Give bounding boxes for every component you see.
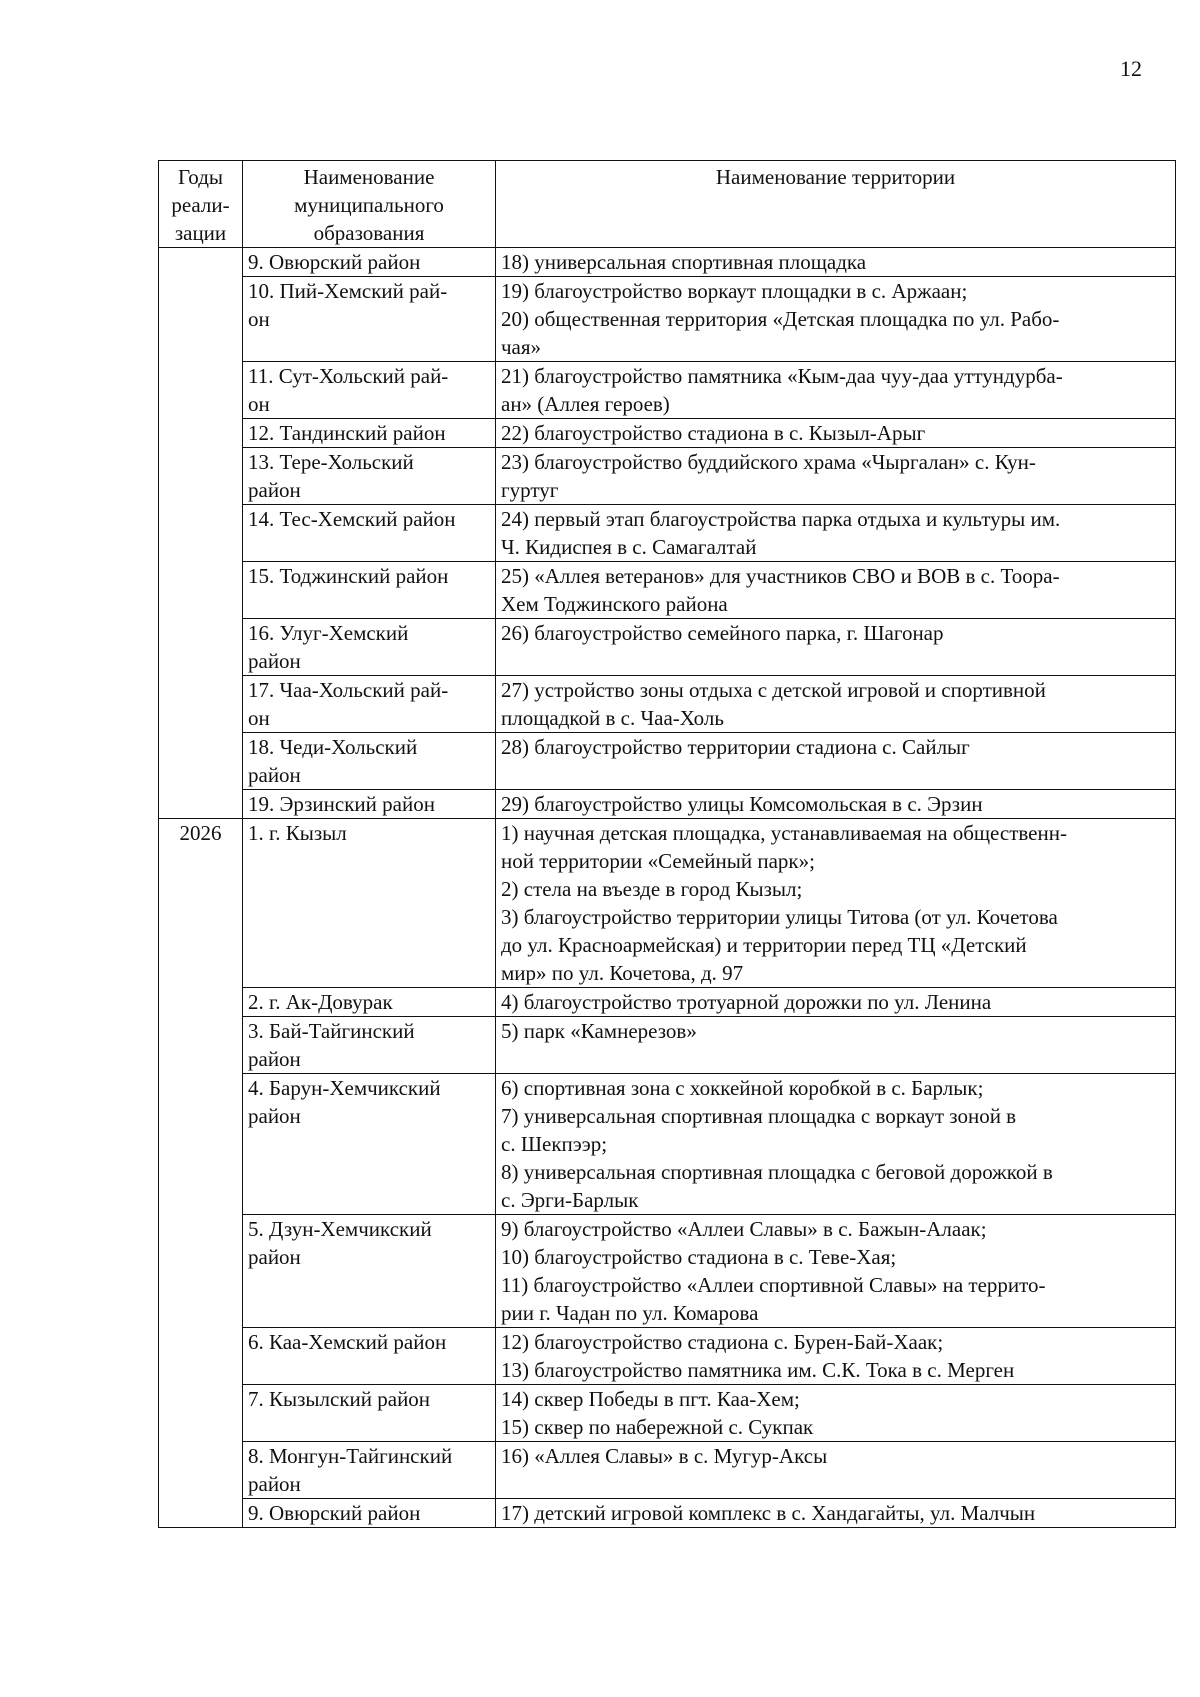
municipality-cell: 11. Сут-Хольский рай- он <box>243 362 496 419</box>
table-row <box>159 619 1176 676</box>
municipality-cell: 4. Барун-Хемчикский район <box>243 1074 496 1215</box>
table-row <box>159 362 1176 419</box>
page-number: 12 <box>1120 56 1142 81</box>
municipality-cell: 8. Монгун-Тайгинский район <box>243 1442 496 1499</box>
territory-cell: 21) благоустройство памятника «Кым-даа чуу-даа уттундурба- ан» (Аллея героев) <box>496 362 1176 419</box>
header-territory: Наименование территории <box>496 161 1176 248</box>
municipality-cell: 2. г. Ак-Довурак <box>243 988 496 1017</box>
table-row <box>159 1499 1176 1528</box>
municipality-cell: 16. Улуг-Хемский район <box>243 619 496 676</box>
table-row <box>159 819 1176 988</box>
table-row <box>159 988 1176 1017</box>
territory-cell: 12) благоустройство стадиона с. Бурен-Бай-Хаак; 13) благоустройство памятника им. С.К. Тока в с. Мерген <box>496 1328 1176 1385</box>
table-row <box>159 419 1176 448</box>
table-row <box>159 1074 1176 1215</box>
table-row <box>159 562 1176 619</box>
territory-cell: 18) универсальная спортивная площадка <box>496 248 1176 277</box>
municipality-cell: 18. Чеди-Хольский район <box>243 733 496 790</box>
header-years: Годы реали- зации <box>159 161 243 248</box>
municipality-cell: 9. Овюрский район <box>243 248 496 277</box>
territory-cell: 27) устройство зоны отдыха с детской игровой и спортивной площадкой в с. Чаа-Холь <box>496 676 1176 733</box>
municipality-cell: 12. Тандинский район <box>243 419 496 448</box>
municipality-cell: 7. Кызылский район <box>243 1385 496 1442</box>
municipality-cell: 9. Овюрский район <box>243 1499 496 1528</box>
territory-cell: 19) благоустройство воркаут площадки в с. Аржаан; 20) общественная территория «Детская площадка по ул. Рабо- чая» <box>496 277 1176 362</box>
municipality-cell: 13. Тере-Хольский район <box>243 448 496 505</box>
territory-cell: 25) «Аллея ветеранов» для участников СВО и ВОВ в с. Тоора- Хем Тоджинского района <box>496 562 1176 619</box>
municipality-cell: 17. Чаа-Хольский рай- он <box>243 676 496 733</box>
table-row <box>159 676 1176 733</box>
header-municipality: Наименование муниципального образования <box>243 161 496 248</box>
territory-cell: 17) детский игровой комплекс в с. Хандагайты, ул. Малчын <box>496 1499 1176 1528</box>
municipality-cell: 3. Бай-Тайгинский район <box>243 1017 496 1074</box>
table-row <box>159 1017 1176 1074</box>
year-cell <box>159 248 243 819</box>
table-row <box>159 1442 1176 1499</box>
table-row <box>159 1328 1176 1385</box>
municipality-cell: 14. Тес-Хемский район <box>243 505 496 562</box>
municipality-cell: 5. Дзун-Хемчикский район <box>243 1215 496 1328</box>
table-row <box>159 248 1176 277</box>
table-row <box>159 790 1176 819</box>
table-row <box>159 1385 1176 1442</box>
table-row <box>159 277 1176 362</box>
territory-cell: 16) «Аллея Славы» в с. Мугур-Аксы <box>496 1442 1176 1499</box>
territory-cell: 14) сквер Победы в пгт. Каа-Хем; 15) сквер по набережной с. Сукпак <box>496 1385 1176 1442</box>
territory-cell: 1) научная детская площадка, устанавливаемая на общественн- ной территории «Семейный парк»; 2) стела на въезде в город Кызыл; 3) благоустройство территории улицы Титова (от ул. Кочетова до ул. Красноармейская) и территории перед ТЦ «Детский мир» по ул. Кочетова, д. 97 <box>496 819 1176 988</box>
territory-cell: 4) благоустройство тротуарной дорожки по ул. Ленина <box>496 988 1176 1017</box>
territories-table <box>158 160 1176 1528</box>
territory-cell: 22) благоустройство стадиона в с. Кызыл-Арыг <box>496 419 1176 448</box>
municipality-cell: 19. Эрзинский район <box>243 790 496 819</box>
table-row <box>159 1215 1176 1328</box>
territory-cell: 5) парк «Камнерезов» <box>496 1017 1176 1074</box>
table-row <box>159 448 1176 505</box>
municipality-cell: 1. г. Кызыл <box>243 819 496 988</box>
table-row <box>159 505 1176 562</box>
territory-cell: 28) благоустройство территории стадиона с. Сайлыг <box>496 733 1176 790</box>
territory-cell: 26) благоустройство семейного парка, г. Шагонар <box>496 619 1176 676</box>
municipality-cell: 10. Пий-Хемский рай- он <box>243 277 496 362</box>
municipality-cell: 6. Каа-Хемский район <box>243 1328 496 1385</box>
municipality-cell: 15. Тоджинский район <box>243 562 496 619</box>
year-cell: 2026 <box>159 819 243 1528</box>
territory-cell: 29) благоустройство улицы Комсомольская в с. Эрзин <box>496 790 1176 819</box>
territory-cell: 23) благоустройство буддийского храма «Чыргалан» с. Кун- гуртуг <box>496 448 1176 505</box>
territory-cell: 24) первый этап благоустройства парка отдыха и культуры им. Ч. Кидиспея в с. Самагалтай <box>496 505 1176 562</box>
territory-cell: 9) благоустройство «Аллеи Славы» в с. Бажын-Алаак; 10) благоустройство стадиона в с. Теве-Хая; 11) благоустройство «Аллеи спортивной Славы» на террито- рии г. Чадан по ул. Комарова <box>496 1215 1176 1328</box>
territory-cell: 6) спортивная зона с хоккейной коробкой в с. Барлык; 7) универсальная спортивная площадка с воркаут зоной в с. Шекпээр; 8) универсальная спортивная площадка с беговой дорожкой в с. Эрги-Барлык <box>496 1074 1176 1215</box>
table-row <box>159 733 1176 790</box>
table-header-row <box>159 161 1176 248</box>
